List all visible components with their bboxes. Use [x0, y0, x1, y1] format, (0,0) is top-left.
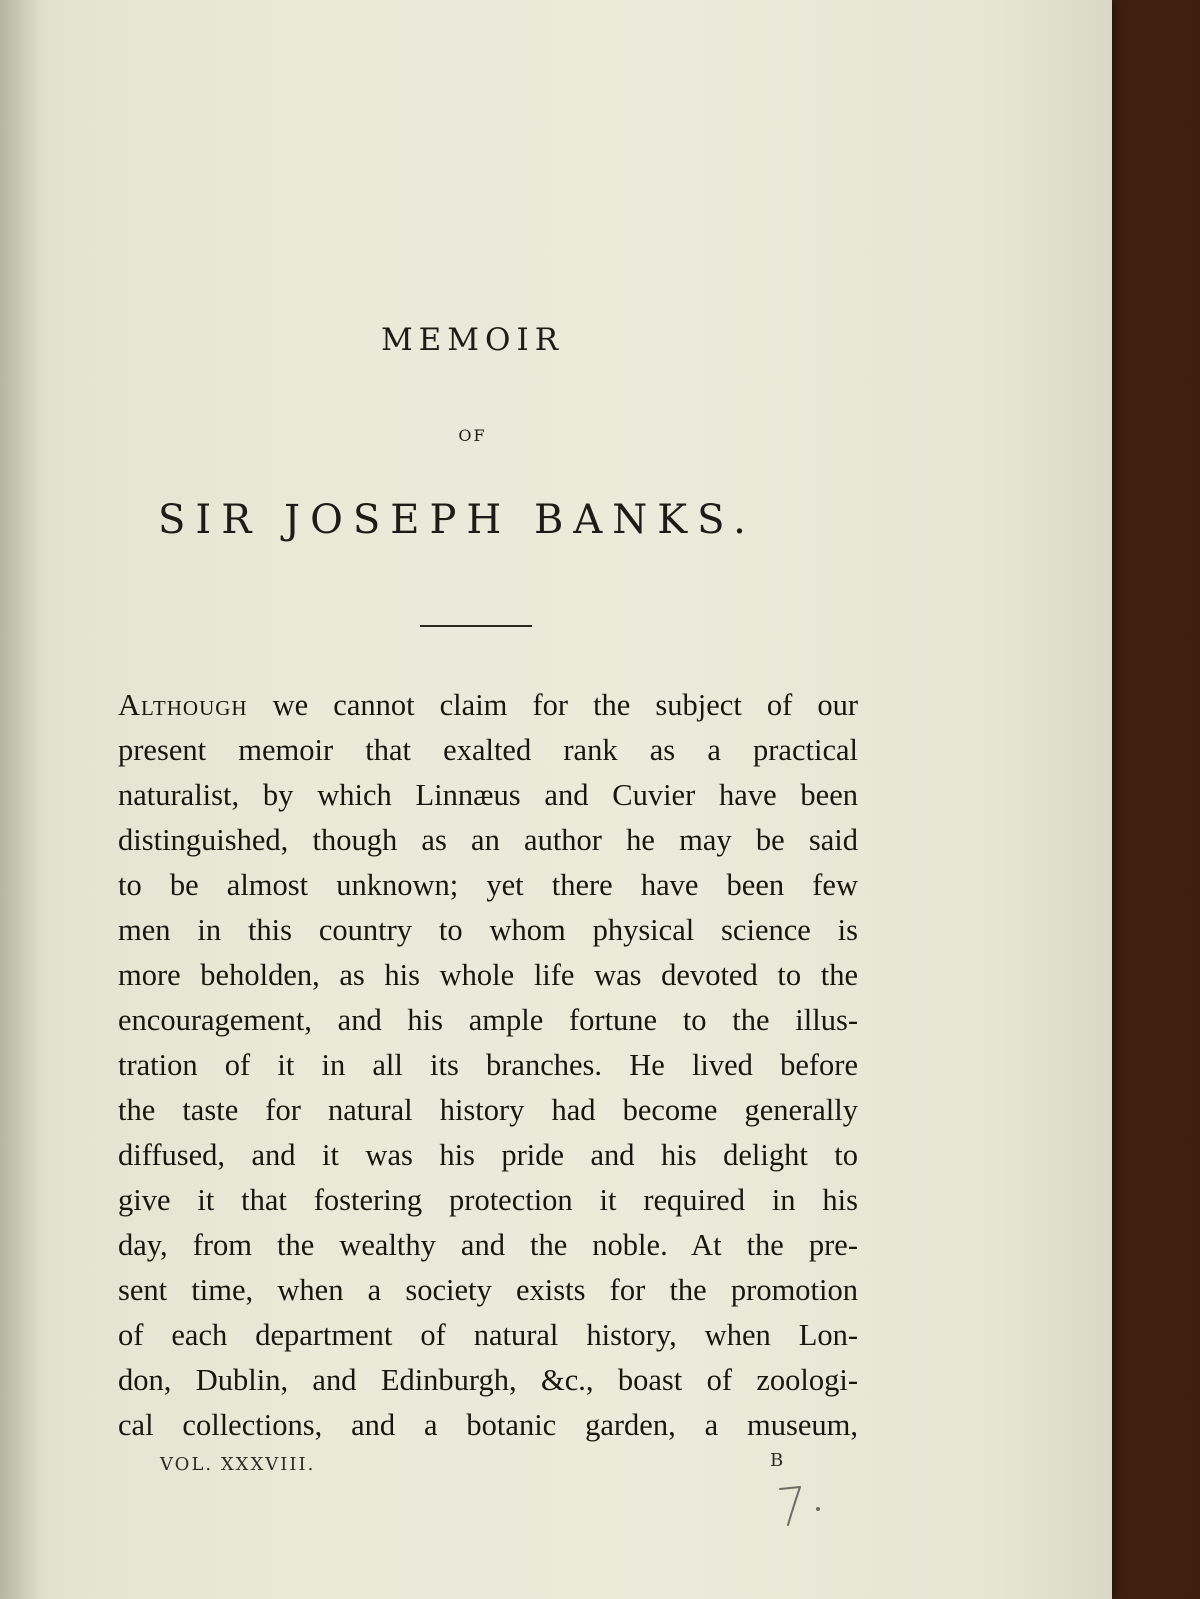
body-line: men in this country to whom physical science is: [118, 913, 858, 947]
signature-mark: B: [770, 1450, 784, 1471]
body-line: distinguished, though as an author he may be said: [118, 823, 858, 857]
body-line: sent time, when a society exists for the promotion: [118, 1273, 858, 1307]
title-memoir: MEMOIR: [380, 322, 565, 358]
body-line: naturalist, by which Linnæus and Cuvier have been: [118, 778, 858, 812]
body-line: to be almost unknown; yet there have been few: [118, 868, 858, 902]
pencil-annotation-mark: [760, 1475, 840, 1535]
volume-number: VOL. XXXVIII.: [160, 1454, 316, 1475]
body-line: give it that fostering protection it required in his: [118, 1183, 858, 1217]
title-of: OF: [458, 426, 487, 445]
body-line: more beholden, as his whole life was devoted to the: [118, 958, 858, 992]
memoir-body-text: [118, 683, 858, 1448]
body-line: day, from the wealthy and the noble. At the pre-: [118, 1228, 858, 1262]
title-subject-name: SIR JOSEPH BANKS.: [158, 497, 756, 543]
title-rule: [420, 625, 532, 627]
body-line: the taste for natural history had become generally: [118, 1093, 858, 1127]
page-gutter-shadow: [0, 0, 40, 1599]
body-line: cal collections, and a botanic garden, a museum,: [118, 1408, 858, 1442]
lead-word: Although: [118, 688, 248, 722]
body-line: tration of it in all its branches. He lived before: [118, 1048, 858, 1082]
body-line: encouragement, and his ample fortune to the illus-: [118, 1003, 858, 1037]
body-line: diffused, and it was his pride and his delight to: [118, 1138, 858, 1172]
body-line: Although we cannot claim for the subject of our: [118, 688, 858, 722]
body-line: don, Dublin, and Edinburgh, &c., boast of zoologi-: [118, 1363, 858, 1397]
body-line: of each department of natural history, when Lon-: [118, 1318, 858, 1352]
body-line: present memoir that exalted rank as a practical: [118, 733, 858, 767]
